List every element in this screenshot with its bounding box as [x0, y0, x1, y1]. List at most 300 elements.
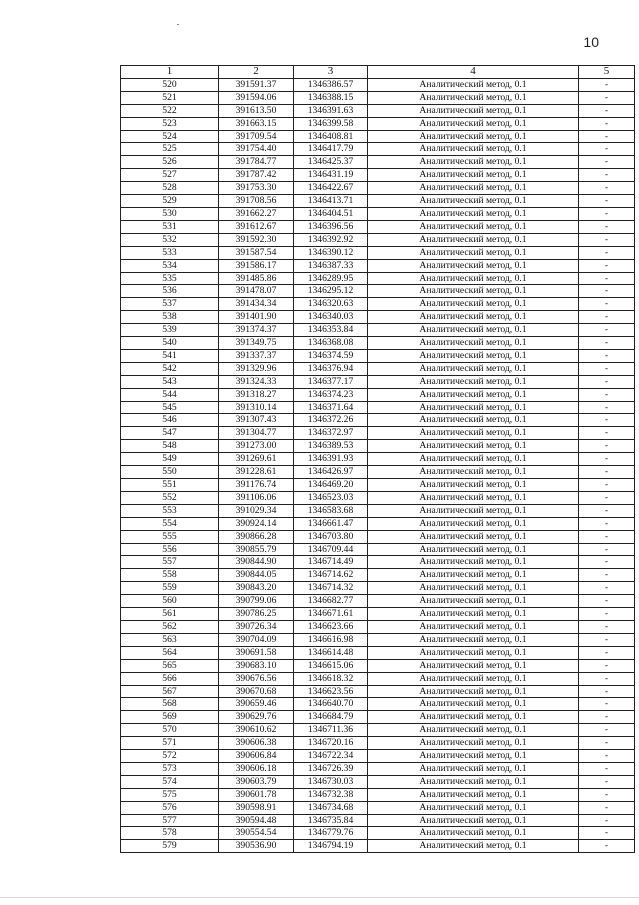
note-cell: - — [579, 504, 635, 517]
y-coordinate-cell: 1346422.67 — [294, 182, 368, 195]
method-cell: Аналитический метод, 0.1 — [368, 608, 579, 621]
x-coordinate-cell: 391478.07 — [219, 285, 294, 298]
table-body — [121, 78, 635, 852]
table-row — [121, 724, 635, 737]
note-cell: - — [579, 349, 635, 362]
method-cell: Аналитический метод, 0.1 — [368, 724, 579, 737]
table-row — [121, 672, 635, 685]
point-number-cell: 526 — [121, 156, 219, 169]
point-number-cell: 535 — [121, 272, 219, 285]
note-cell: - — [579, 711, 635, 724]
table-row — [121, 311, 635, 324]
y-coordinate-cell: 1346523.03 — [294, 491, 368, 504]
point-number-cell: 557 — [121, 556, 219, 569]
y-coordinate-cell: 1346426.97 — [294, 466, 368, 479]
method-cell: Аналитический метод, 0.1 — [368, 685, 579, 698]
table-row — [121, 298, 635, 311]
note-cell: - — [579, 840, 635, 853]
table-row — [121, 349, 635, 362]
x-coordinate-cell: 390601.78 — [219, 788, 294, 801]
method-cell: Аналитический метод, 0.1 — [368, 401, 579, 414]
y-coordinate-cell: 1346391.63 — [294, 104, 368, 117]
point-number-cell: 575 — [121, 788, 219, 801]
point-number-cell: 533 — [121, 246, 219, 259]
x-coordinate-cell: 391591.37 — [219, 78, 294, 91]
method-cell: Аналитический метод, 0.1 — [368, 633, 579, 646]
note-cell: - — [579, 620, 635, 633]
point-number-cell: 543 — [121, 375, 219, 388]
y-coordinate-cell: 1346640.70 — [294, 698, 368, 711]
table-row — [121, 569, 635, 582]
method-cell: Аналитический метод, 0.1 — [368, 659, 579, 672]
table-row — [121, 556, 635, 569]
method-cell: Аналитический метод, 0.1 — [368, 220, 579, 233]
table-row — [121, 840, 635, 853]
method-cell: Аналитический метод, 0.1 — [368, 556, 579, 569]
note-cell: - — [579, 556, 635, 569]
y-coordinate-cell: 1346374.59 — [294, 349, 368, 362]
table-row — [121, 453, 635, 466]
table-row — [121, 169, 635, 182]
y-coordinate-cell: 1346732.38 — [294, 788, 368, 801]
note-cell: - — [579, 750, 635, 763]
point-number-cell: 576 — [121, 801, 219, 814]
note-cell: - — [579, 117, 635, 130]
y-coordinate-cell: 1346391.93 — [294, 453, 368, 466]
method-cell: Аналитический метод, 0.1 — [368, 479, 579, 492]
y-coordinate-cell: 1346616.98 — [294, 633, 368, 646]
table-row — [121, 646, 635, 659]
y-coordinate-cell: 1346413.71 — [294, 195, 368, 208]
header-col-3: 3 — [294, 66, 368, 79]
table-row — [121, 143, 635, 156]
point-number-cell: 524 — [121, 130, 219, 143]
note-cell: - — [579, 762, 635, 775]
point-number-cell: 539 — [121, 324, 219, 337]
x-coordinate-cell: 391586.17 — [219, 259, 294, 272]
table-row — [121, 337, 635, 350]
point-number-cell: 551 — [121, 479, 219, 492]
table-row — [121, 388, 635, 401]
point-number-cell: 544 — [121, 388, 219, 401]
note-cell: - — [579, 388, 635, 401]
y-coordinate-cell: 1346372.97 — [294, 427, 368, 440]
method-cell: Аналитический метод, 0.1 — [368, 582, 579, 595]
x-coordinate-cell: 390594.48 — [219, 814, 294, 827]
header-col-4: 4 — [368, 66, 579, 79]
table-row — [121, 130, 635, 143]
y-coordinate-cell: 1346623.66 — [294, 620, 368, 633]
point-number-cell: 528 — [121, 182, 219, 195]
x-coordinate-cell: 390610.62 — [219, 724, 294, 737]
point-number-cell: 552 — [121, 491, 219, 504]
y-coordinate-cell: 1346289.95 — [294, 272, 368, 285]
y-coordinate-cell: 1346779.76 — [294, 827, 368, 840]
y-coordinate-cell: 1346714.32 — [294, 582, 368, 595]
table-row — [121, 814, 635, 827]
point-number-cell: 578 — [121, 827, 219, 840]
y-coordinate-cell: 1346371.64 — [294, 401, 368, 414]
x-coordinate-cell: 391663.15 — [219, 117, 294, 130]
method-cell: Аналитический метод, 0.1 — [368, 788, 579, 801]
point-number-cell: 565 — [121, 659, 219, 672]
note-cell: - — [579, 788, 635, 801]
method-cell: Аналитический метод, 0.1 — [368, 827, 579, 840]
table-row — [121, 582, 635, 595]
table-row — [121, 595, 635, 608]
note-cell: - — [579, 737, 635, 750]
point-number-cell: 548 — [121, 440, 219, 453]
y-coordinate-cell: 1346376.94 — [294, 362, 368, 375]
table-row — [121, 775, 635, 788]
note-cell: - — [579, 143, 635, 156]
table-row — [121, 737, 635, 750]
method-cell: Аналитический метод, 0.1 — [368, 814, 579, 827]
y-coordinate-cell: 1346404.51 — [294, 207, 368, 220]
table-row — [121, 104, 635, 117]
x-coordinate-cell: 390844.90 — [219, 556, 294, 569]
note-cell: - — [579, 156, 635, 169]
x-coordinate-cell: 390670.68 — [219, 685, 294, 698]
note-cell: - — [579, 375, 635, 388]
table-row — [121, 659, 635, 672]
point-number-cell: 553 — [121, 504, 219, 517]
point-number-cell: 523 — [121, 117, 219, 130]
method-cell: Аналитический метод, 0.1 — [368, 504, 579, 517]
note-cell: - — [579, 427, 635, 440]
x-coordinate-cell: 390855.79 — [219, 543, 294, 556]
point-number-cell: 530 — [121, 207, 219, 220]
point-number-cell: 542 — [121, 362, 219, 375]
x-coordinate-cell: 391613.50 — [219, 104, 294, 117]
x-coordinate-cell: 390786.25 — [219, 608, 294, 621]
note-cell: - — [579, 362, 635, 375]
y-coordinate-cell: 1346714.62 — [294, 569, 368, 582]
scan-speck — [177, 24, 179, 25]
method-cell: Аналитический метод, 0.1 — [368, 272, 579, 285]
table-row — [121, 633, 635, 646]
method-cell: Аналитический метод, 0.1 — [368, 375, 579, 388]
point-number-cell: 572 — [121, 750, 219, 763]
x-coordinate-cell: 391612.67 — [219, 220, 294, 233]
x-coordinate-cell: 390843.20 — [219, 582, 294, 595]
table-row — [121, 246, 635, 259]
method-cell: Аналитический метод, 0.1 — [368, 349, 579, 362]
method-cell: Аналитический метод, 0.1 — [368, 285, 579, 298]
note-cell: - — [579, 324, 635, 337]
method-cell: Аналитический метод, 0.1 — [368, 388, 579, 401]
y-coordinate-cell: 1346320.63 — [294, 298, 368, 311]
point-number-cell: 558 — [121, 569, 219, 582]
method-cell: Аналитический метод, 0.1 — [368, 246, 579, 259]
note-cell: - — [579, 814, 635, 827]
table-row — [121, 711, 635, 724]
x-coordinate-cell: 391374.37 — [219, 324, 294, 337]
point-number-cell: 559 — [121, 582, 219, 595]
note-cell: - — [579, 182, 635, 195]
note-cell: - — [579, 724, 635, 737]
table-row — [121, 491, 635, 504]
x-coordinate-cell: 391310.14 — [219, 401, 294, 414]
point-number-cell: 545 — [121, 401, 219, 414]
y-coordinate-cell: 1346730.03 — [294, 775, 368, 788]
method-cell: Аналитический метод, 0.1 — [368, 466, 579, 479]
point-number-cell: 546 — [121, 414, 219, 427]
x-coordinate-cell: 390606.84 — [219, 750, 294, 763]
note-cell: - — [579, 685, 635, 698]
point-number-cell: 570 — [121, 724, 219, 737]
table-row — [121, 530, 635, 543]
x-coordinate-cell: 391307.43 — [219, 414, 294, 427]
note-cell: - — [579, 414, 635, 427]
point-number-cell: 537 — [121, 298, 219, 311]
note-cell: - — [579, 337, 635, 350]
method-cell: Аналитический метод, 0.1 — [368, 711, 579, 724]
method-cell: Аналитический метод, 0.1 — [368, 491, 579, 504]
note-cell: - — [579, 298, 635, 311]
method-cell: Аналитический метод, 0.1 — [368, 259, 579, 272]
note-cell: - — [579, 608, 635, 621]
table-row — [121, 117, 635, 130]
note-cell: - — [579, 78, 635, 91]
method-cell: Аналитический метод, 0.1 — [368, 324, 579, 337]
point-number-cell: 534 — [121, 259, 219, 272]
note-cell: - — [579, 491, 635, 504]
note-cell: - — [579, 285, 635, 298]
y-coordinate-cell: 1346392.92 — [294, 233, 368, 246]
method-cell: Аналитический метод, 0.1 — [368, 620, 579, 633]
table-row — [121, 427, 635, 440]
note-cell: - — [579, 104, 635, 117]
x-coordinate-cell: 391434.34 — [219, 298, 294, 311]
x-coordinate-cell: 391784.77 — [219, 156, 294, 169]
x-coordinate-cell: 391337.37 — [219, 349, 294, 362]
table-row — [121, 375, 635, 388]
table-row — [121, 801, 635, 814]
point-number-cell: 538 — [121, 311, 219, 324]
point-number-cell: 567 — [121, 685, 219, 698]
y-coordinate-cell: 1346615.06 — [294, 659, 368, 672]
method-cell: Аналитический метод, 0.1 — [368, 775, 579, 788]
note-cell: - — [579, 466, 635, 479]
method-cell: Аналитический метод, 0.1 — [368, 143, 579, 156]
x-coordinate-cell: 391176.74 — [219, 479, 294, 492]
x-coordinate-cell: 391106.06 — [219, 491, 294, 504]
method-cell: Аналитический метод, 0.1 — [368, 530, 579, 543]
point-number-cell: 547 — [121, 427, 219, 440]
note-cell: - — [579, 479, 635, 492]
x-coordinate-cell: 391592.30 — [219, 233, 294, 246]
x-coordinate-cell: 391587.54 — [219, 246, 294, 259]
method-cell: Аналитический метод, 0.1 — [368, 207, 579, 220]
point-number-cell: 521 — [121, 91, 219, 104]
point-number-cell: 574 — [121, 775, 219, 788]
note-cell: - — [579, 233, 635, 246]
table-row — [121, 324, 635, 337]
note-cell: - — [579, 272, 635, 285]
note-cell: - — [579, 659, 635, 672]
x-coordinate-cell: 390659.46 — [219, 698, 294, 711]
y-coordinate-cell: 1346714.49 — [294, 556, 368, 569]
header-col-2: 2 — [219, 66, 294, 79]
x-coordinate-cell: 391329.96 — [219, 362, 294, 375]
y-coordinate-cell: 1346417.79 — [294, 143, 368, 156]
point-number-cell: 568 — [121, 698, 219, 711]
table-row — [121, 220, 635, 233]
y-coordinate-cell: 1346396.56 — [294, 220, 368, 233]
y-coordinate-cell: 1346374.23 — [294, 388, 368, 401]
note-cell: - — [579, 827, 635, 840]
note-cell: - — [579, 259, 635, 272]
table-row — [121, 78, 635, 91]
y-coordinate-cell: 1346377.17 — [294, 375, 368, 388]
y-coordinate-cell: 1346408.81 — [294, 130, 368, 143]
y-coordinate-cell: 1346425.37 — [294, 156, 368, 169]
x-coordinate-cell: 390924.14 — [219, 517, 294, 530]
y-coordinate-cell: 1346711.36 — [294, 724, 368, 737]
note-cell: - — [579, 698, 635, 711]
y-coordinate-cell: 1346734.68 — [294, 801, 368, 814]
method-cell: Аналитический метод, 0.1 — [368, 569, 579, 582]
point-number-cell: 569 — [121, 711, 219, 724]
note-cell: - — [579, 633, 635, 646]
page-bottom-edge — [0, 897, 639, 898]
point-number-cell: 560 — [121, 595, 219, 608]
table-row — [121, 259, 635, 272]
x-coordinate-cell: 391708.56 — [219, 195, 294, 208]
y-coordinate-cell: 1346684.79 — [294, 711, 368, 724]
point-number-cell: 571 — [121, 737, 219, 750]
point-number-cell: 531 — [121, 220, 219, 233]
table-row — [121, 827, 635, 840]
table-row — [121, 285, 635, 298]
table-row — [121, 517, 635, 530]
note-cell: - — [579, 401, 635, 414]
y-coordinate-cell: 1346682.77 — [294, 595, 368, 608]
x-coordinate-cell: 390606.18 — [219, 762, 294, 775]
y-coordinate-cell: 1346703.80 — [294, 530, 368, 543]
y-coordinate-cell: 1346372.26 — [294, 414, 368, 427]
point-number-cell: 536 — [121, 285, 219, 298]
table-row — [121, 182, 635, 195]
method-cell: Аналитический метод, 0.1 — [368, 414, 579, 427]
x-coordinate-cell: 391709.54 — [219, 130, 294, 143]
note-cell: - — [579, 453, 635, 466]
table-row — [121, 762, 635, 775]
method-cell: Аналитический метод, 0.1 — [368, 595, 579, 608]
x-coordinate-cell: 391228.61 — [219, 466, 294, 479]
header-col-1: 1 — [121, 66, 219, 79]
x-coordinate-cell: 390726.34 — [219, 620, 294, 633]
table-row — [121, 440, 635, 453]
x-coordinate-cell: 390554.54 — [219, 827, 294, 840]
x-coordinate-cell: 391324.33 — [219, 375, 294, 388]
note-cell: - — [579, 595, 635, 608]
note-cell: - — [579, 646, 635, 659]
table-row — [121, 272, 635, 285]
x-coordinate-cell: 390683.10 — [219, 659, 294, 672]
method-cell: Аналитический метод, 0.1 — [368, 840, 579, 853]
note-cell: - — [579, 672, 635, 685]
x-coordinate-cell: 391269.61 — [219, 453, 294, 466]
header-col-5: 5 — [579, 66, 635, 79]
note-cell: - — [579, 801, 635, 814]
point-number-cell: 520 — [121, 78, 219, 91]
point-number-cell: 525 — [121, 143, 219, 156]
x-coordinate-cell: 391594.06 — [219, 91, 294, 104]
point-number-cell: 563 — [121, 633, 219, 646]
x-coordinate-cell: 391753.30 — [219, 182, 294, 195]
method-cell: Аналитический метод, 0.1 — [368, 762, 579, 775]
y-coordinate-cell: 1346722.34 — [294, 750, 368, 763]
x-coordinate-cell: 391349.75 — [219, 337, 294, 350]
point-number-cell: 561 — [121, 608, 219, 621]
note-cell: - — [579, 169, 635, 182]
point-number-cell: 550 — [121, 466, 219, 479]
method-cell: Аналитический метод, 0.1 — [368, 156, 579, 169]
x-coordinate-cell: 391401.90 — [219, 311, 294, 324]
point-number-cell: 554 — [121, 517, 219, 530]
x-coordinate-cell: 390799.06 — [219, 595, 294, 608]
y-coordinate-cell: 1346389.53 — [294, 440, 368, 453]
point-number-cell: 541 — [121, 349, 219, 362]
x-coordinate-cell: 390603.79 — [219, 775, 294, 788]
method-cell: Аналитический метод, 0.1 — [368, 517, 579, 530]
y-coordinate-cell: 1346623.56 — [294, 685, 368, 698]
note-cell: - — [579, 195, 635, 208]
y-coordinate-cell: 1346387.33 — [294, 259, 368, 272]
method-cell: Аналитический метод, 0.1 — [368, 646, 579, 659]
y-coordinate-cell: 1346390.12 — [294, 246, 368, 259]
point-number-cell: 566 — [121, 672, 219, 685]
method-cell: Аналитический метод, 0.1 — [368, 233, 579, 246]
point-number-cell: 577 — [121, 814, 219, 827]
table-row — [121, 504, 635, 517]
coordinates-table — [120, 65, 635, 853]
table-row — [121, 414, 635, 427]
x-coordinate-cell: 390606.38 — [219, 737, 294, 750]
y-coordinate-cell: 1346709.44 — [294, 543, 368, 556]
note-cell: - — [579, 517, 635, 530]
y-coordinate-cell: 1346469.20 — [294, 479, 368, 492]
table-row — [121, 91, 635, 104]
method-cell: Аналитический метод, 0.1 — [368, 801, 579, 814]
method-cell: Аналитический метод, 0.1 — [368, 698, 579, 711]
table-row — [121, 698, 635, 711]
x-coordinate-cell: 390598.91 — [219, 801, 294, 814]
method-cell: Аналитический метод, 0.1 — [368, 169, 579, 182]
point-number-cell: 564 — [121, 646, 219, 659]
method-cell: Аналитический метод, 0.1 — [368, 311, 579, 324]
y-coordinate-cell: 1346353.84 — [294, 324, 368, 337]
x-coordinate-cell: 390629.76 — [219, 711, 294, 724]
y-coordinate-cell: 1346735.84 — [294, 814, 368, 827]
x-coordinate-cell: 390844.05 — [219, 569, 294, 582]
y-coordinate-cell: 1346340.03 — [294, 311, 368, 324]
table-row — [121, 207, 635, 220]
y-coordinate-cell: 1346368.08 — [294, 337, 368, 350]
method-cell: Аналитический метод, 0.1 — [368, 440, 579, 453]
table-header-row — [121, 66, 635, 79]
note-cell: - — [579, 220, 635, 233]
y-coordinate-cell: 1346388.15 — [294, 91, 368, 104]
y-coordinate-cell: 1346661.47 — [294, 517, 368, 530]
point-number-cell: 562 — [121, 620, 219, 633]
table-row — [121, 543, 635, 556]
y-coordinate-cell: 1346671.61 — [294, 608, 368, 621]
method-cell: Аналитический метод, 0.1 — [368, 337, 579, 350]
x-coordinate-cell: 391754.40 — [219, 143, 294, 156]
